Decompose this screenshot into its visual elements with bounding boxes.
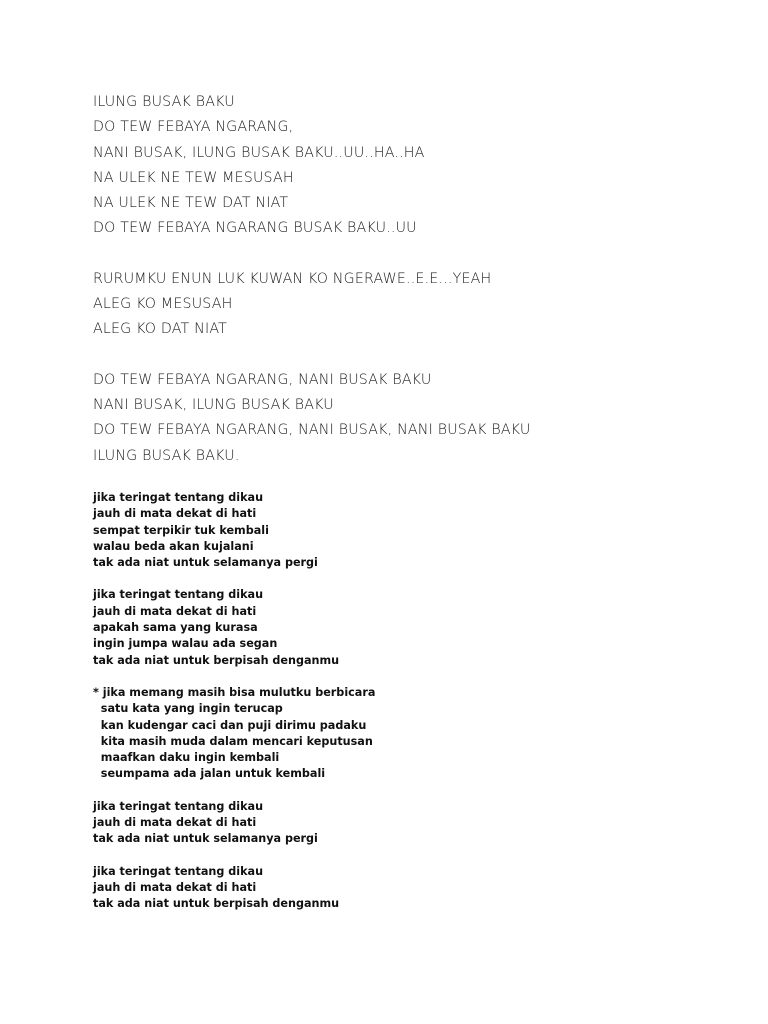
stanza bbox=[93, 864, 733, 913]
lyric-line: ILUNG BUSAK BAKU. bbox=[93, 447, 240, 464]
stanza bbox=[93, 490, 733, 571]
lyric-line: ALEG KO MESUSAH bbox=[93, 296, 233, 313]
lyric-line: NA ULEK NE TEW DAT NIAT bbox=[93, 195, 289, 212]
lyric-line: jauh di mata dekat di hati bbox=[93, 816, 257, 830]
lyric-line: ALEG KO DAT NIAT bbox=[93, 321, 228, 338]
lyrics-section-lowercase bbox=[93, 490, 733, 913]
lyric-line: apakah sama yang kurasa bbox=[93, 621, 258, 635]
lyric-line: satu kata yang ingin terucap bbox=[93, 702, 283, 716]
lyric-line: RURUMKU ENUN LUK KUWAN KO NGERAWE..E.E...YEAH bbox=[93, 270, 492, 287]
lyric-line: NA ULEK NE TEW MESUSAH bbox=[93, 169, 294, 186]
stanza bbox=[93, 587, 733, 668]
lyric-line: tak ada niat untuk berpisah denganmu bbox=[93, 653, 340, 667]
lyric-line: tak ada niat untuk selamanya pergi bbox=[93, 556, 318, 570]
lyric-line: jika teringat tentang dikau bbox=[93, 491, 264, 504]
lyric-line: DO TEW FEBAYA NGARANG, bbox=[93, 119, 294, 136]
lyric-line: jauh di mata dekat di hati bbox=[93, 604, 257, 618]
lyrics-section-uppercase bbox=[93, 90, 733, 469]
chorus-stanza bbox=[93, 685, 733, 783]
lyric-line: NANI BUSAK, ILUNG BUSAK BAKU bbox=[93, 396, 334, 413]
lyric-line: kita masih muda dalam mencari keputusan bbox=[93, 734, 373, 748]
lyric-line: jika teringat tentang dikau bbox=[93, 864, 264, 878]
lyric-line: ILUNG BUSAK BAKU bbox=[93, 94, 235, 110]
lyric-line: tak ada niat untuk selamanya pergi bbox=[93, 832, 318, 846]
lyric-line: sempat terpikir tuk kembali bbox=[93, 523, 269, 537]
lyric-line: DO TEW FEBAYA NGARANG, NANI BUSAK, NANI BUSAK BAKU bbox=[93, 422, 531, 439]
lyric-line: maafkan daku ingin kembali bbox=[93, 751, 280, 765]
stanza bbox=[93, 799, 733, 848]
lyric-line: jika teringat tentang dikau bbox=[93, 588, 264, 602]
lyric-line: jika teringat tentang dikau bbox=[93, 799, 264, 813]
lyric-line: tak ada niat untuk berpisah denganmu bbox=[93, 897, 340, 911]
stanza bbox=[93, 267, 733, 343]
stanza bbox=[93, 368, 733, 469]
stanza bbox=[93, 90, 733, 242]
lyric-line: * jika memang masih bisa mulutku berbicara bbox=[93, 685, 376, 699]
lyric-line: walau beda akan kujalani bbox=[93, 539, 254, 553]
lyric-line: jauh di mata dekat di hati bbox=[93, 507, 257, 521]
lyric-line: DO TEW FEBAYA NGARANG, NANI BUSAK BAKU bbox=[93, 371, 432, 388]
lyric-line: kan kudengar caci dan puji dirimu padaku bbox=[93, 718, 367, 732]
lyric-line: NANI BUSAK, ILUNG BUSAK BAKU..UU..HA..HA bbox=[93, 144, 425, 161]
lyric-line: jauh di mata dekat di hati bbox=[93, 880, 257, 894]
lyric-line: DO TEW FEBAYA NGARANG BUSAK BAKU..UU bbox=[93, 220, 417, 237]
lyric-line: ingin jumpa walau ada segan bbox=[93, 637, 278, 651]
lyric-line: seumpama ada jalan untuk kembali bbox=[93, 767, 326, 781]
